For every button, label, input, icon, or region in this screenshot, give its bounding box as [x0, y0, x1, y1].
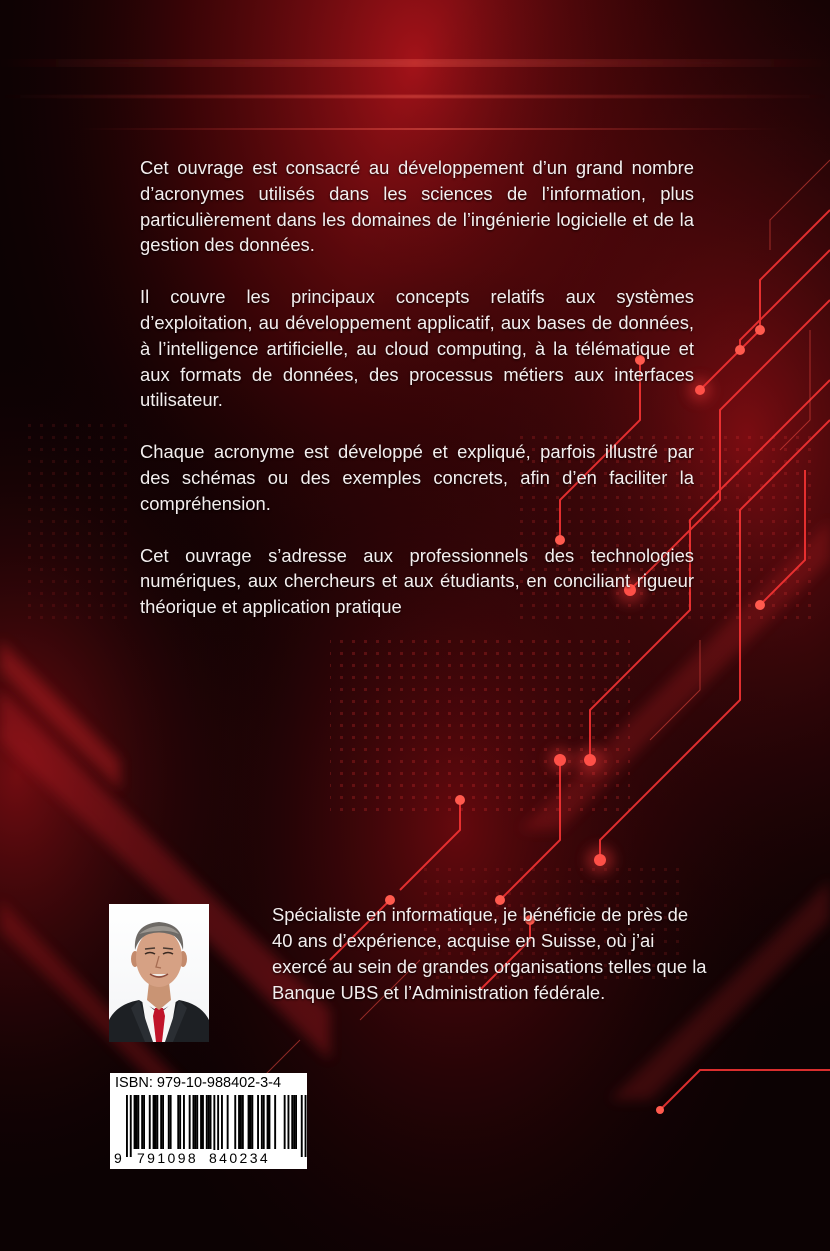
- barcode-bar: [202, 1095, 204, 1149]
- barcode-bar: [162, 1095, 164, 1149]
- barcode-bar: [160, 1095, 162, 1149]
- barcode-bar: [196, 1095, 198, 1149]
- barcode-bar: [284, 1095, 286, 1149]
- barcode-bar: [194, 1095, 196, 1149]
- barcode-bar: [257, 1095, 259, 1149]
- barcode-bar: [242, 1095, 244, 1149]
- barcode-bar: [137, 1095, 139, 1149]
- barcode-bar: [134, 1095, 136, 1149]
- barcode-bar: [155, 1095, 157, 1149]
- barcode-digits-right: 840234: [209, 1150, 271, 1166]
- barcode-bar: [291, 1095, 293, 1149]
- barcode-bar: [234, 1095, 236, 1149]
- book-synopsis: [140, 155, 694, 646]
- barcode-bar: [293, 1095, 295, 1149]
- barcode-bar: [179, 1095, 181, 1149]
- barcode-bar: [221, 1095, 223, 1149]
- barcode-bar: [213, 1095, 215, 1157]
- barcode-bar: [227, 1095, 229, 1149]
- author-photo: [109, 904, 209, 1042]
- barcode-bar: [143, 1095, 145, 1149]
- isbn-label: ISBN: 979-10-988402-3-4: [115, 1075, 282, 1091]
- isbn-barcode: [110, 1073, 307, 1169]
- barcode-bar: [217, 1095, 219, 1157]
- barcode-bar: [168, 1095, 170, 1149]
- barcode-bar: [263, 1095, 265, 1149]
- barcode-bar: [136, 1095, 138, 1149]
- barcode-bar: [193, 1095, 195, 1149]
- barcode-bar: [141, 1095, 143, 1149]
- author-bio: Spécialiste en informatique, je bénéficie de près de 40 ans d’expérience, acquise en Suisse, où j’ai exercé au sein de grandes organisations telles que la Banque UBS et l’Administration fédérale.: [272, 904, 707, 1003]
- barcode-digits-left: 791098: [137, 1150, 199, 1166]
- barcode-bar: [301, 1095, 303, 1157]
- synopsis-paragraph-4: Cet ouvrage s’adresse aux professionnels des technologies numériques, aux chercheurs et aux étudiants, en conciliant rigueur théorique et application pratique: [140, 544, 694, 618]
- barcode-bar: [267, 1095, 269, 1149]
- barcode-bar: [189, 1095, 191, 1149]
- barcode-bar: [288, 1095, 290, 1149]
- barcode-bar: [183, 1095, 185, 1149]
- barcode-bar: [210, 1095, 212, 1149]
- barcode-bar: [149, 1095, 151, 1149]
- barcode-bar: [130, 1095, 132, 1157]
- barcode-bar: [274, 1095, 276, 1149]
- barcode-bar: [295, 1095, 297, 1149]
- barcode-bar: [170, 1095, 172, 1149]
- barcode-bar: [177, 1095, 179, 1149]
- barcode-bar: [250, 1095, 252, 1149]
- barcode-bar: [240, 1095, 242, 1149]
- synopsis-paragraph-3: Chaque acronyme est développé et expliqué, parfois illustré par des schémas ou des exemples concrets, afin d’en faciliter la compréhension.: [140, 441, 694, 514]
- barcode-bar: [206, 1095, 208, 1149]
- barcode-bar: [261, 1095, 263, 1149]
- barcode-bar: [200, 1095, 202, 1149]
- barcode-bar: [208, 1095, 210, 1149]
- barcode-bar: [305, 1095, 307, 1157]
- barcode-bar: [248, 1095, 250, 1149]
- barcode-digit-first: 9: [114, 1150, 122, 1166]
- barcode-bar: [126, 1095, 128, 1157]
- barcode-bar: [251, 1095, 253, 1149]
- barcode-bar: [238, 1095, 240, 1149]
- barcode-bar: [156, 1095, 158, 1149]
- barcode-bar: [153, 1095, 155, 1149]
- synopsis-paragraph-2: Il couvre les principaux concepts relatifs aux systèmes d’exploitation, au développement applicatif, aux bases de données, à l’intelligence artificielle, au cloud computing, à la télématique et aux formats de données, des processus métiers aux interfaces utilisateur.: [140, 286, 694, 411]
- barcode-bar: [269, 1095, 271, 1149]
- synopsis-paragraph-1: Cet ouvrage est consacré au développement d’un grand nombre d’acronymes utilisés dans les sciences de l’information, plus particulièrement dans les domaines de l’ingénierie logicielle et de la gestion des données.: [140, 157, 694, 256]
